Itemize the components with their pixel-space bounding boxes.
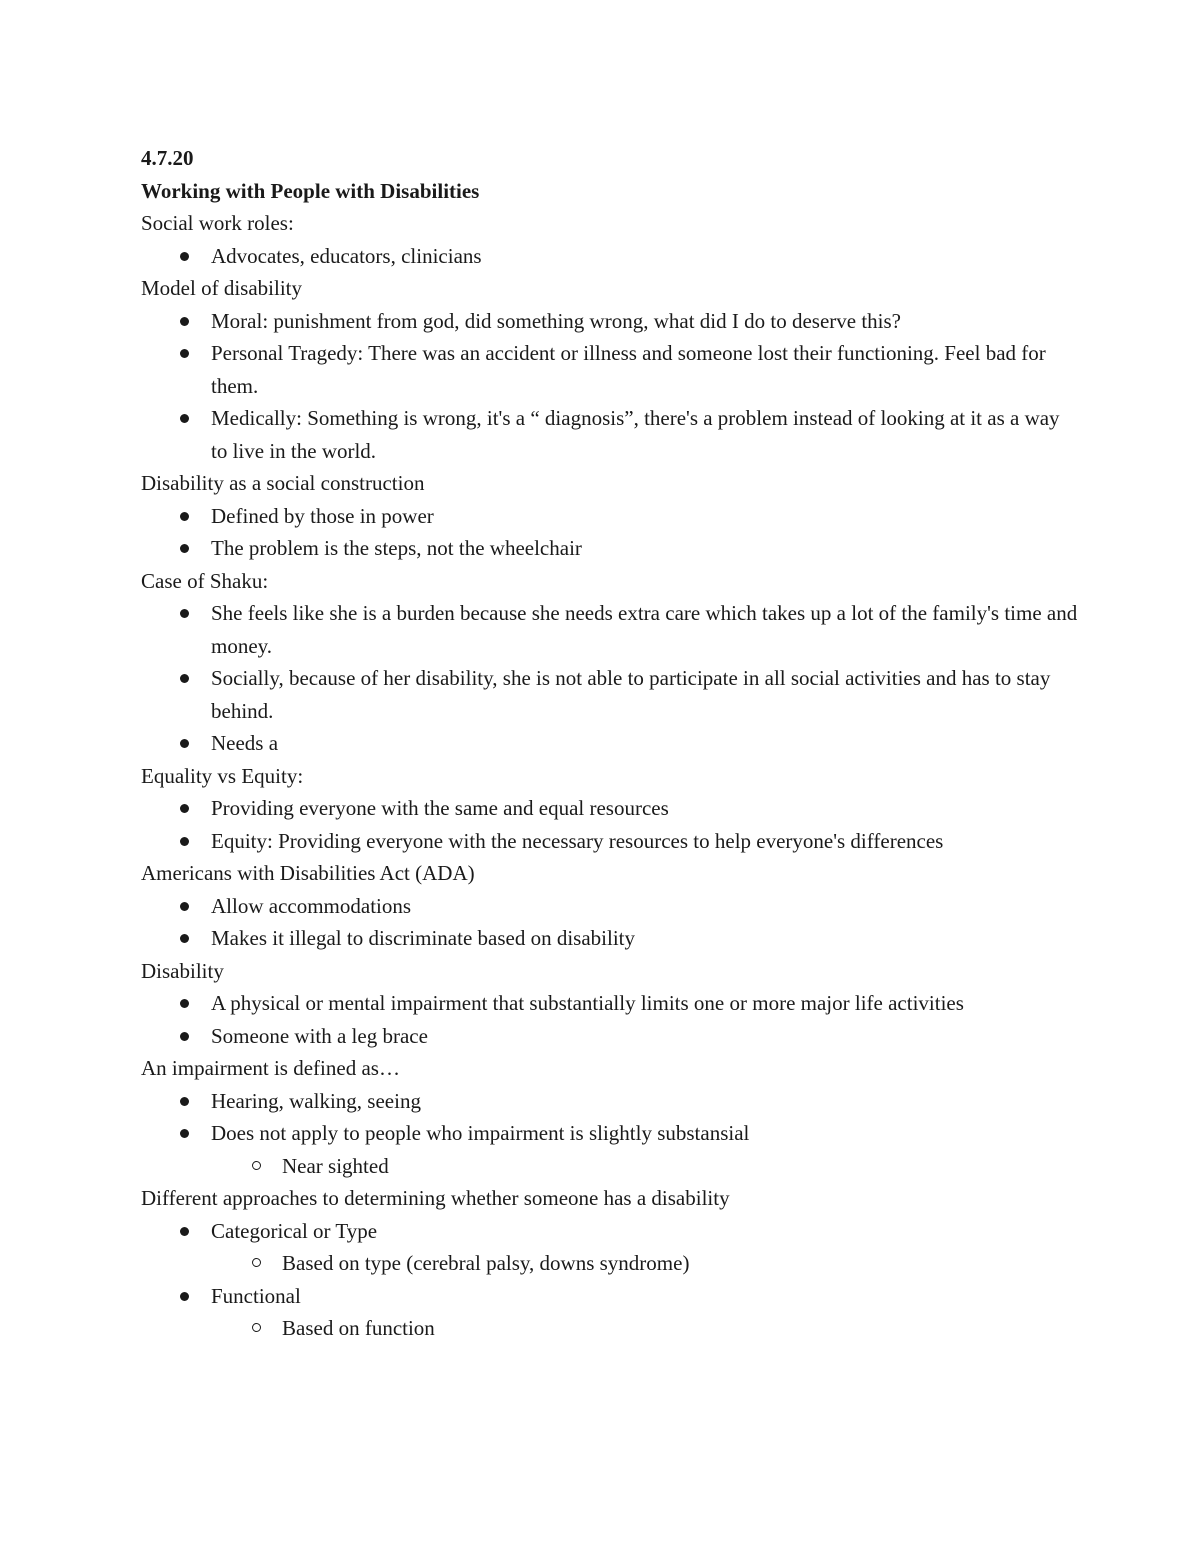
bullet-item: Equity: Providing everyone with the necessary resources to help everyone's differences [141, 825, 1081, 858]
notes-section [141, 207, 1081, 272]
bullet-item: A physical or mental impairment that substantially limits one or more major life activities [141, 987, 1081, 1020]
notes-section [141, 565, 1081, 760]
bullet-item: Socially, because of her disability, she is not able to participate in all social activities and has to stay behind. [141, 662, 1081, 727]
notes-section [141, 760, 1081, 858]
bullet-item: Someone with a leg brace [141, 1020, 1081, 1053]
section-heading: Disability [141, 958, 224, 983]
bullet-item: The problem is the steps, not the wheelchair [141, 532, 1081, 565]
bullet-item: Moral: punishment from god, did something wrong, what did I do to deserve this? [141, 305, 1081, 338]
page-title: Working with People with Disabilities [141, 178, 480, 203]
sub-bullet-item: Near sighted [141, 1150, 1081, 1183]
notes-section [141, 1052, 1081, 1182]
document-body [141, 142, 1081, 1345]
section-heading: An impairment is defined as… [141, 1056, 400, 1080]
bullet-item: Categorical or Type [141, 1215, 1081, 1248]
bullet-item: Hearing, walking, seeing [141, 1085, 1081, 1118]
bullet-list [141, 792, 1081, 857]
bullet-item: Functional [141, 1280, 1081, 1313]
section-heading: Equality vs Equity: [141, 763, 304, 788]
bullet-list [141, 240, 1081, 273]
section-heading: Different approaches to determining whether someone has a disability [141, 1186, 730, 1210]
notes-sections [141, 207, 1081, 1345]
bullet-list [141, 305, 1081, 468]
bullet-item: Advocates, educators, clinicians [141, 240, 1081, 273]
section-heading: Americans with Disabilities Act (ADA) [141, 861, 475, 885]
notes-section [141, 955, 1081, 1053]
sub-bullet-item: Based on type (cerebral palsy, downs syndrome) [141, 1247, 1081, 1280]
bullet-item: Does not apply to people who impairment is slightly substansial [141, 1117, 1081, 1150]
bullet-item: Personal Tragedy: There was an accident or illness and someone lost their functioning. Feel bad for them. [141, 337, 1081, 402]
notes-section [141, 272, 1081, 467]
bullet-item: Allow accommodations [141, 890, 1081, 923]
section-heading: Case of Shaku: [141, 568, 269, 593]
bullet-item: Medically: Something is wrong, it's a “ diagnosis”, there's a problem instead of looking at it as a way to live in the world. [141, 402, 1081, 467]
sub-bullet-item: Based on function [141, 1312, 1081, 1345]
notes-section [141, 857, 1081, 955]
bullet-list [141, 1085, 1081, 1183]
bullet-list [141, 890, 1081, 955]
notes-section [141, 1182, 1081, 1345]
notes-section [141, 467, 1081, 565]
section-heading: Social work roles: [141, 211, 294, 235]
bullet-item: Defined by those in power [141, 500, 1081, 533]
bullet-item: Providing everyone with the same and equal resources [141, 792, 1081, 825]
bullet-list [141, 597, 1081, 760]
bullet-item: Needs a [141, 727, 1081, 760]
date-heading: 4.7.20 [141, 146, 194, 170]
bullet-list [141, 987, 1081, 1052]
bullet-item: Makes it illegal to discriminate based on disability [141, 922, 1081, 955]
bullet-list [141, 500, 1081, 565]
bullet-list [141, 1215, 1081, 1345]
section-heading: Disability as a social construction [141, 471, 425, 495]
bullet-item: She feels like she is a burden because she needs extra care which takes up a lot of the family's time and money. [141, 597, 1081, 662]
section-heading: Model of disability [141, 276, 302, 300]
